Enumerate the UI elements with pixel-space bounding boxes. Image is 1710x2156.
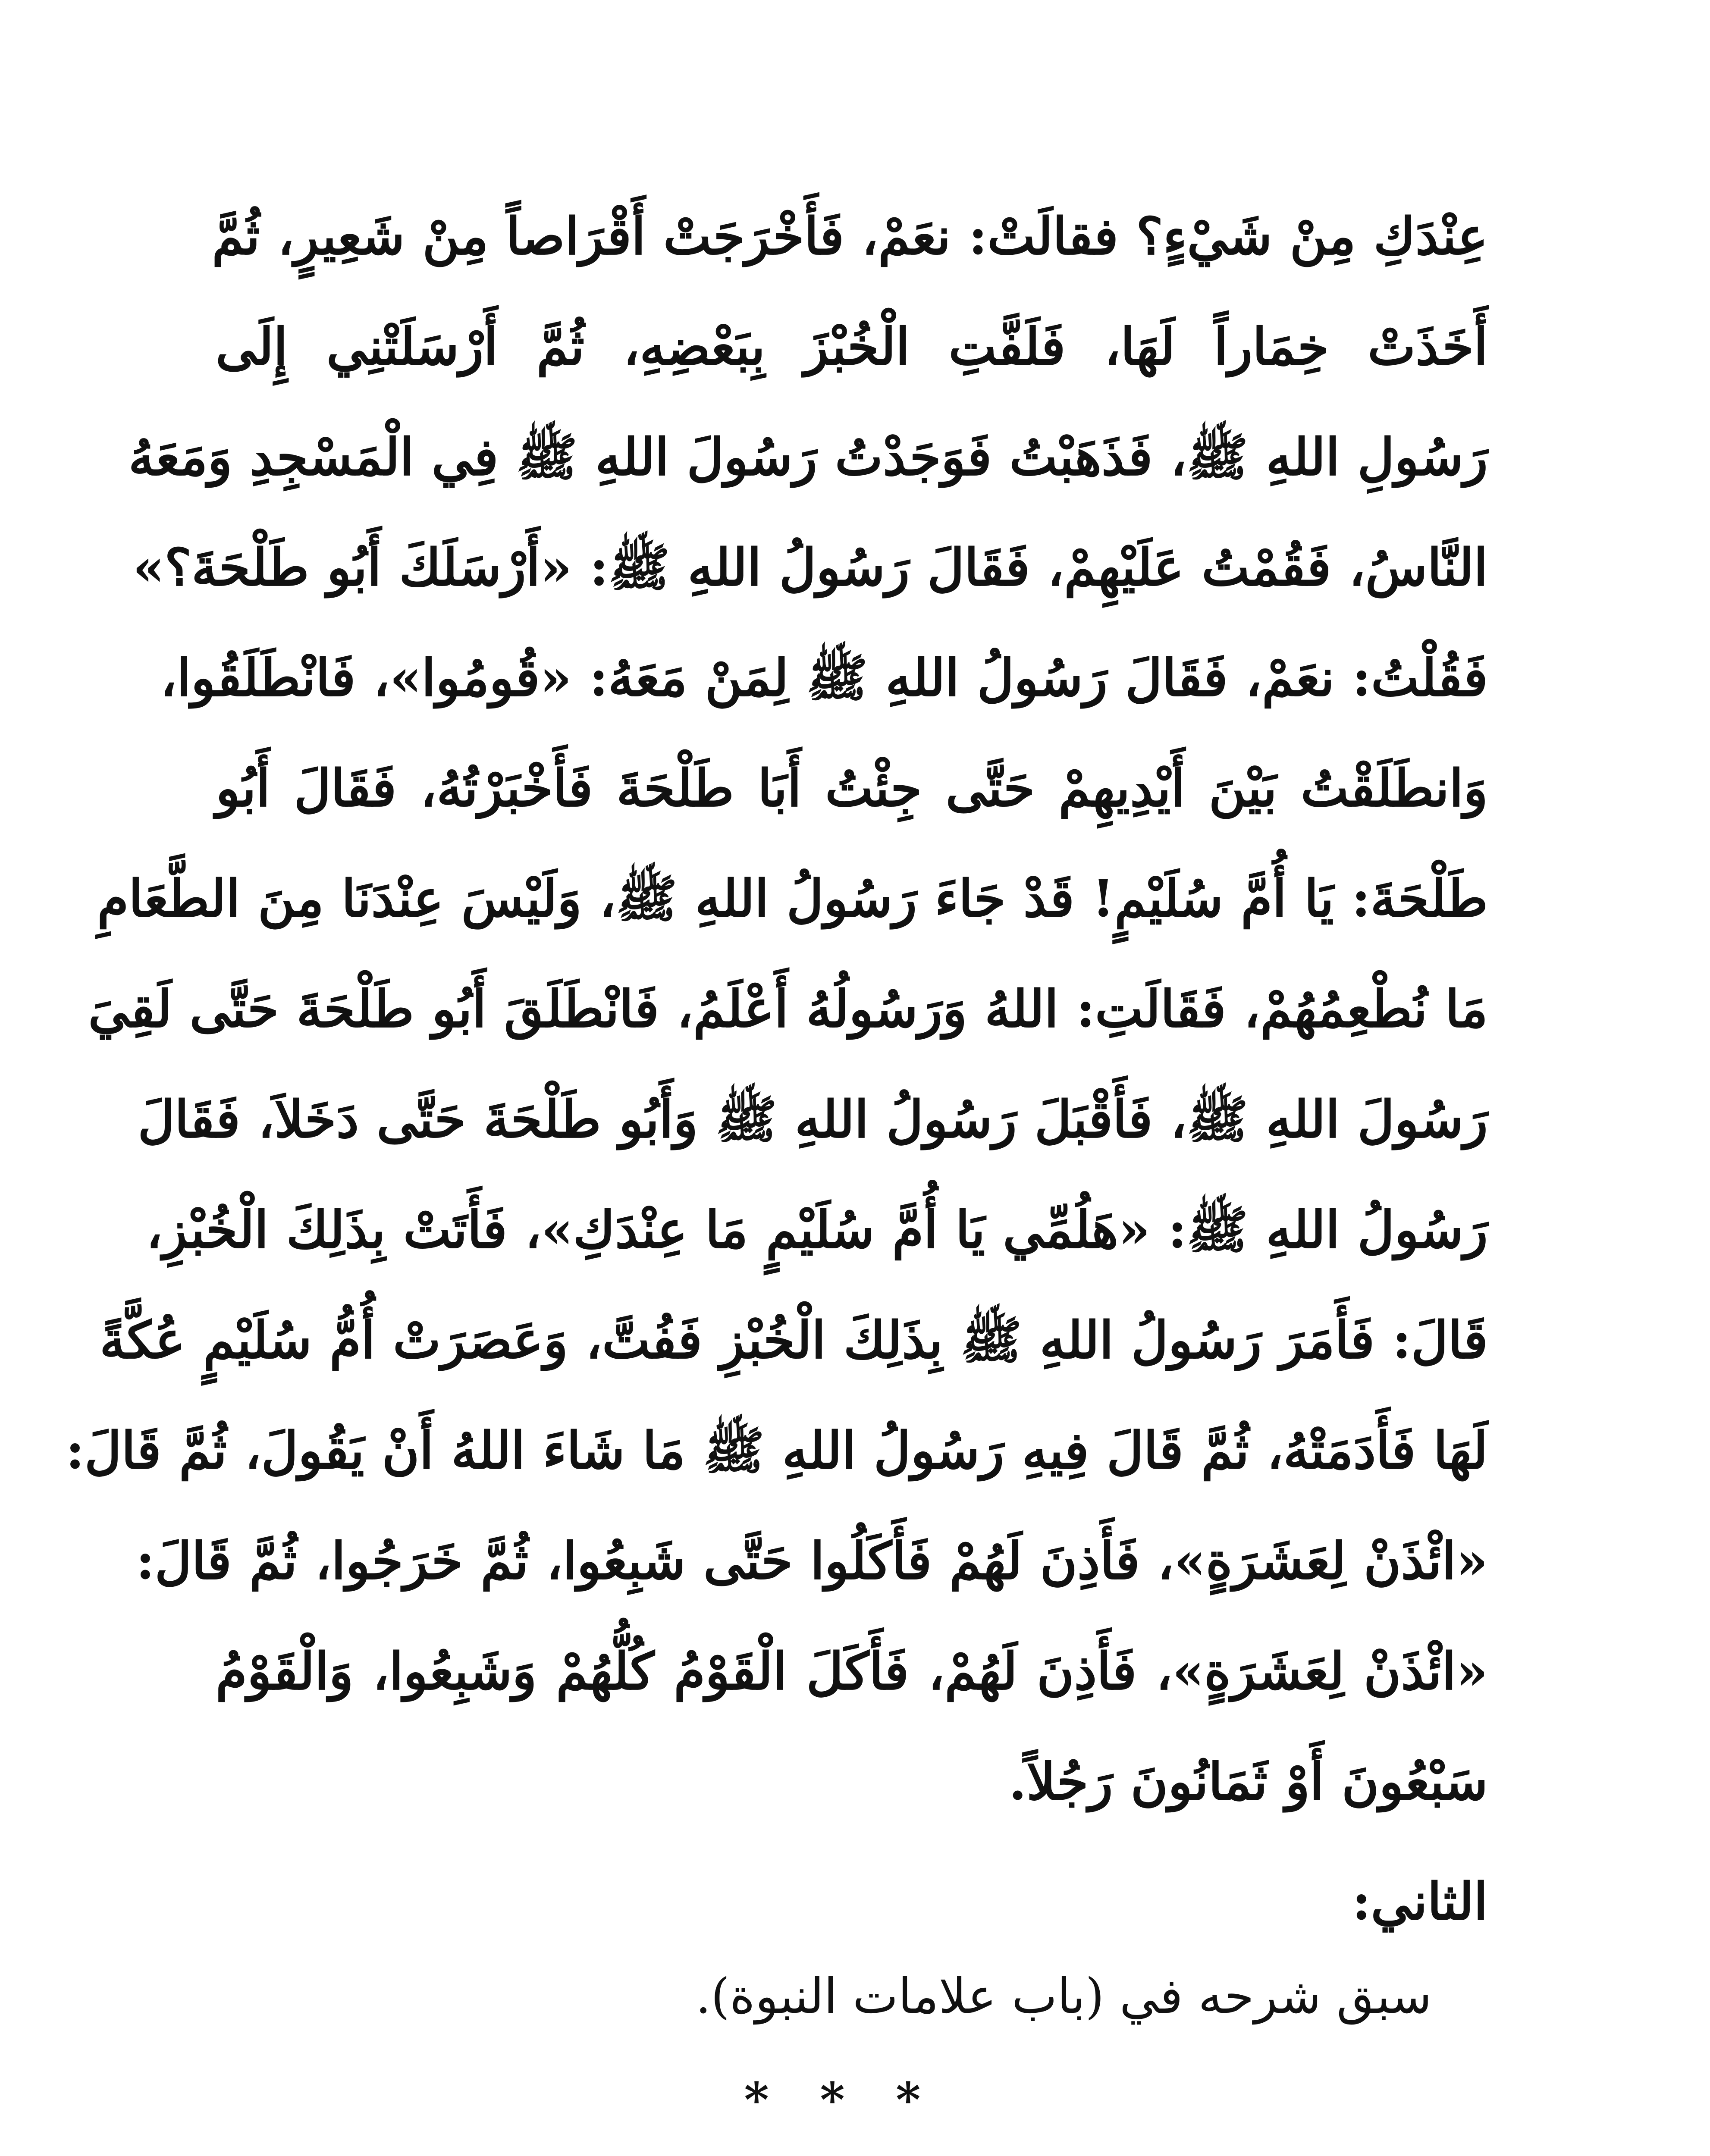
text-line-14: «ائْذَنْ لِعَشَرَةٍ»، فَأَذِنَ لَهُمْ، فَأَكَلَ الْقَوْمُ كُلُّهُمْ وَشَبِعُوا، وَالْقَوْمُ [216,1641,1488,1701]
text-line-13: «ائْذَنْ لِعَشَرَةٍ»، فَأَذِنَ لَهُمْ فَأَكَلُوا حَتَّى شَبِعُوا، ثُمَّ خَرَجُوا، ثُمَّ قَالَ: [136,1531,1488,1591]
hadith-body-text [66,181,1488,1837]
text-line-9: رَسُولَ اللهِ ﷺ، فَأَقْبَلَ رَسُولُ اللهِ ﷺ وَأَبُو طَلْحَةَ حَتَّى دَخَلاَ، فَقَالَ [138,1089,1488,1149]
text-line-6: وَانطَلَقْتُ بَيْنَ أَيْدِيهِمْ حَتَّى جِئْتُ أَبَا طَلْحَةَ فَأَخْبَرْتُهُ، فَقَالَ أَبُو [216,758,1488,818]
text-line-7: طَلْحَةَ: يَا أُمَّ سُلَيْمٍ! قَدْ جَاءَ رَسُولُ اللهِ ﷺ، وَلَيْسَ عِنْدَنَا مِنَ الطَّعَامِ [97,868,1488,928]
text-line-1: عِنْدَكِ مِنْ شَيْءٍ؟ فقالَتْ: نعَمْ، فَأَخْرَجَتْ أَقْرَاصاً مِنْ شَعِيرٍ، ثُمَّ [212,206,1488,266]
section-text: سبق شرحه في (باب علامات النبوة). [695,1968,1432,2024]
text-line-15: سَبْعُونَ أَوْ ثَمَانُونَ رَجُلاً. [1009,1752,1488,1811]
text-line-5: فَقُلْتُ: نعَمْ، فَقَالَ رَسُولُ اللهِ ﷺ لِمَنْ مَعَهُ: «قُومُوا»، فَانْطَلَقُوا، [160,648,1488,708]
text-line-10: رَسُولُ اللهِ ﷺ: «هَلُمِّي يَا أُمَّ سُلَيْمٍ مَا عِنْدَكِ»، فَأَتَتْ بِذَلِكَ الْخُبْزِ، [146,1200,1488,1260]
section-heading: الثاني: [1352,1871,1488,1931]
text-line-11: قَالَ: فَأَمَرَ رَسُولُ اللهِ ﷺ بِذَلِكَ الْخُبْزِ فَفُتَّ، وَعَصَرَتْ أُمُّ سُلَيْمٍ عُكَّةً [100,1310,1488,1370]
text-line-8: مَا نُطْعِمُهُمْ، فَقَالَتِ: اللهُ وَرَسُولُهُ أَعْلَمُ، فَانْطَلَقَ أَبُو طَلْحَةَ حَتَّى لَقِيَ [88,979,1488,1039]
text-line-2: أَخَذَتْ خِمَاراً لَهَا، فَلَفَّتِ الْخُبْزَ بِبَعْضِهِ، ثُمَّ أَرْسَلَتْنِي إِلَى [216,317,1488,376]
text-line-3: رَسُولِ اللهِ ﷺ، فَذَهَبْتُ فَوَجَدْتُ رَسُولَ اللهِ ﷺ فِي الْمَسْجِدِ وَمَعَهُ [128,427,1488,487]
text-line-4: النَّاسُ، فَقُمْتُ عَلَيْهِمْ، فَقَالَ رَسُولُ اللهِ ﷺ: «أَرْسَلَكَ أَبُو طَلْحَةَ؟» [132,537,1488,597]
asterisk-separator: * * * [744,2072,938,2128]
text-line-12: لَهَا فَأَدَمَتْهُ، ثُمَّ قَالَ فِيهِ رَسُولُ اللهِ ﷺ مَا شَاءَ اللهُ أَنْ يَقُولَ، ثُمَّ قَالَ: [66,1420,1488,1480]
